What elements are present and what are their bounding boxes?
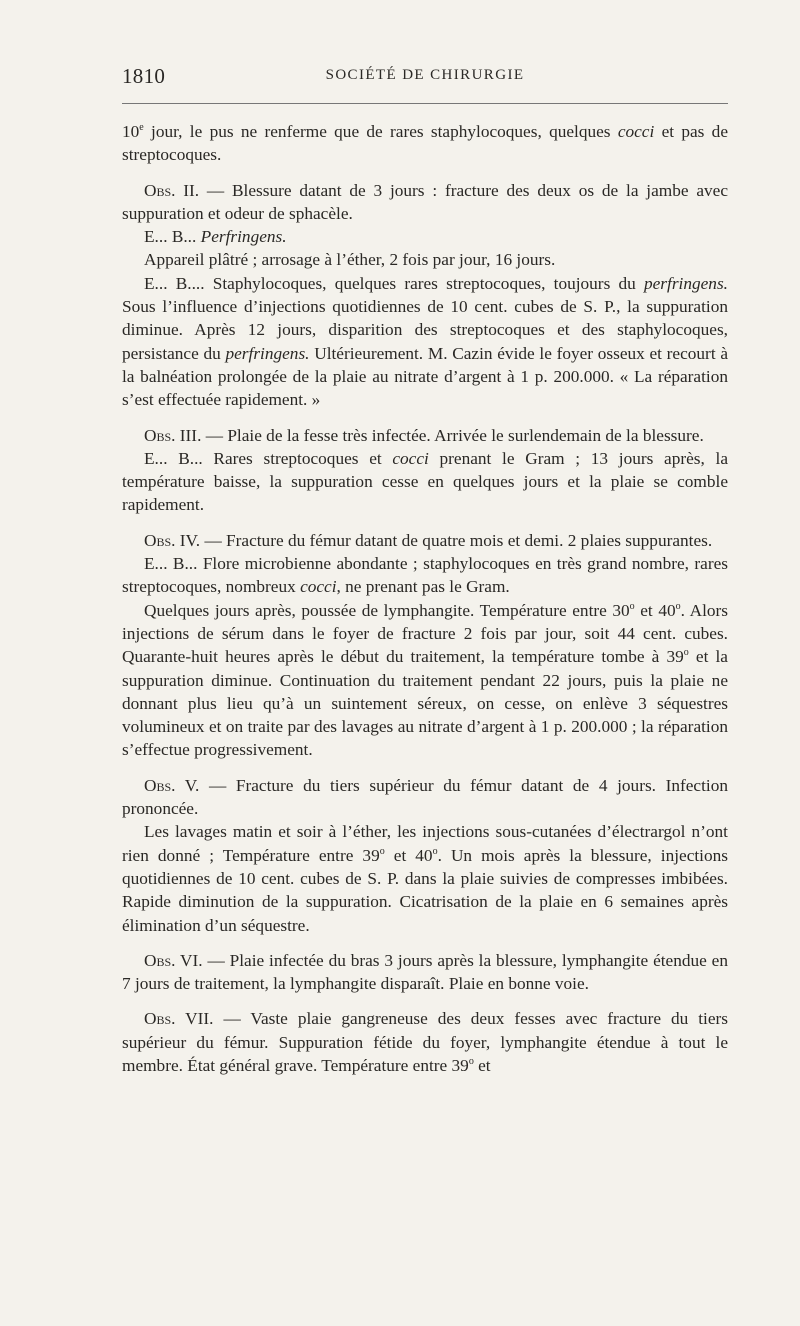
observation-label: Obs. VI. <box>144 950 203 970</box>
observation-2: Obs. II. — Blessure datant de 3 jours : fracture des deux os de la jambe avec suppuration et odeur de sphacèle. <box>122 180 728 223</box>
paragraph: E... B... Rares streptocoques et cocci prenant le Gram ; 13 jours après, la température baisse, la suppuration cesse en quelques jours et la plaie se comble rapidement. <box>122 448 728 515</box>
paragraph: E... B.... Staphylocoques, quelques rares streptocoques, toujours du perfringens. Sous l’influence d’injections quotidiennes de 10 cent. cubes de S. P., la suppuration diminue. Après 12 jours, disparition des streptocoques et des staphylocoques, persistance du perfringens. Ultérieurement. M. Cazin évide le foyer osseux et recourt à la balnéation prolongée de la plaie au nitrate d’argent à 1 p. 200.000. « La réparation s’est effectuée rapidement. » <box>122 273 728 410</box>
observation-4: Obs. IV. — Fracture du fémur datant de quatre mois et demi. 2 plaies suppurantes. <box>144 530 713 550</box>
observation-7: Obs. VII. — Vaste plaie gangreneuse des deux fesses avec fracture du tiers supérieur du fémur. Suppuration fétide du foyer, lymphangite étendue à tout le membre. État général grave. Température entre 39$^o$ et <box>122 1009 729 1075</box>
observation-label: Obs. V. <box>144 775 200 795</box>
paragraph: E... B... Perfringens. <box>144 227 287 247</box>
journal-title: SOCIÉTÉ DE CHIRURGIE <box>325 67 525 83</box>
running-head <box>122 64 728 94</box>
body-text <box>122 120 728 1077</box>
observation-label: Obs. VII. <box>144 1009 214 1029</box>
observation-5: Obs. V. — Fracture du tiers supérieur du fémur datant de 4 jours. Infection prononcée. <box>122 775 728 819</box>
observation-label: Obs. III. <box>144 425 202 445</box>
page-number: 1810 <box>122 64 166 88</box>
observation-label: Obs. IV. <box>144 530 201 550</box>
header-rule <box>122 103 728 104</box>
observation-3: Obs. III. — Plaie de la fesse très infectée. Arrivée le surlendemain de la blessure. <box>144 425 704 445</box>
observation-label: Obs. II. <box>144 180 200 200</box>
paragraph-continuation: 10e jour, le pus ne renferme que de rares staphylocoques, quelques cocci et pas de streptocoques. <box>122 122 728 165</box>
observation-6: Obs. VI. — Plaie infectée du bras 3 jours après la blessure, lymphangite étendue en 7 jours de traitement, la lymphangite disparaît. Plaie en bonne voie. <box>122 950 728 994</box>
paragraph: Appareil plâtré ; arrosage à l’éther, 2 fois par jour, 16 jours. <box>144 250 556 270</box>
paragraph: Quelques jours après, poussée de lymphangite. Température entre 30$^o$ et 40$^o$. Alors injections de sérum dans le foyer de fracture 2 fois par jour, soit 44 cent. cubes. Quarante-huit heures après le début du traitement, la température tombe à 39$^o$ et la suppuration diminue. Continuation du traitement pendant 22 jours, puis la plaie ne donnant plus lieu qu’à un suintement séreux, on cesse, on enlève 3 séquestres volumineux et on traite par des lavages au nitrate d’argent à 1 p. 200.000 ; la réparation s’effectue progressivement. <box>122 600 728 760</box>
paragraph: Les lavages matin et soir à l’éther, les injections sous-cutanées d’électrargol n’ont rien donné ; Température entre 39$^o$ et 40$^o$. Un mois après la blessure, injections quotidiennes de 10 cent. cubes de S. P. dans la plaie suivies de compresses imbibées. Rapide diminution de la suppuration. Cicatrisation de la plaie en 6 semaines après élimination d’un séquestre. <box>122 822 728 935</box>
paragraph: E... B... Flore microbienne abondante ; staphylocoques en très grand nombre, rares streptocoques, nombreux cocci, ne prenant pas le Gram. <box>122 554 728 597</box>
